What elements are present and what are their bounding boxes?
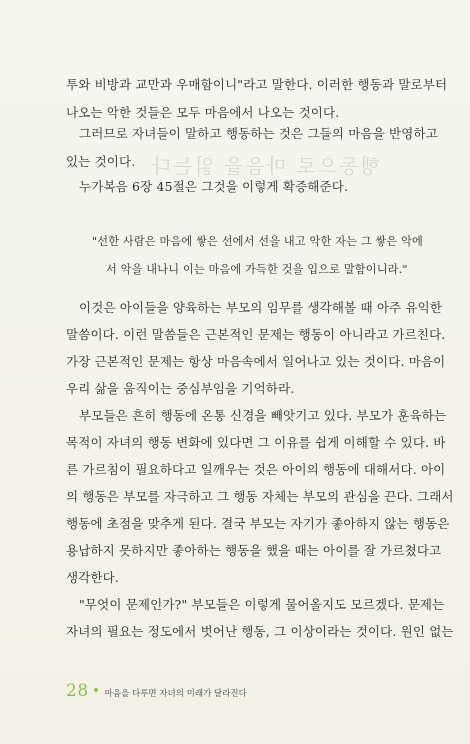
text-line: 의 행동은 부모를 자극하고 그 행동 자체는 부모의 관심을 끈다. 그래서 bbox=[66, 489, 454, 504]
paragraph-2 bbox=[66, 126, 438, 170]
page-footer bbox=[66, 681, 247, 701]
paragraph-6 bbox=[66, 597, 454, 640]
quote-line: 서 악을 내나니 이는 마음에 가득한 것을 입으로 말함이니라." bbox=[106, 263, 408, 276]
text-line: 우리 삶을 움직이는 중심부임을 기억하라. bbox=[66, 381, 295, 396]
bullet-icon bbox=[94, 688, 98, 692]
text-line: 나오는 악한 것들은 모두 마음에서 나오는 것이다. bbox=[66, 105, 340, 120]
text-line: 가장 근본적인 문제는 항상 마음속에서 일어나고 있는 것이다. 마음이 bbox=[66, 354, 446, 369]
text-line: 자녀의 필요는 정도에서 벗어난 행동, 그 이상이라는 것이다. 원인 없는 bbox=[66, 624, 454, 639]
text-line: 누가복음 6장 45절은 그것을 이렇게 확증해준다. bbox=[79, 179, 349, 194]
paragraph-5 bbox=[66, 408, 454, 586]
scripture-quote bbox=[92, 234, 423, 277]
bleed-through-decoration: 행동으로 마음을 읽는다 bbox=[150, 154, 380, 178]
paragraph-3 bbox=[66, 179, 432, 195]
text-line: 른 가르침이 필요하다고 일깨우는 것은 아이의 행동에 대해서다. 아이 bbox=[66, 462, 446, 477]
text-line: 목적이 자녀의 행동 변화에 있다면 그 이유를 쉽게 이해할 수 있다. 바 bbox=[66, 435, 446, 450]
text-line: 그러므로 자녀들이 말하고 행동하는 것은 그들의 마음을 반영하고 bbox=[79, 126, 438, 141]
running-title: 마음을 다루면 자녀의 미래가 달라진다 bbox=[104, 689, 247, 699]
text-line: 생각한다. bbox=[66, 570, 120, 585]
paragraph-1 bbox=[66, 77, 448, 121]
text-line: 있는 것이다. bbox=[66, 154, 136, 169]
page-number: 28 bbox=[66, 681, 89, 701]
text-line: 행동에 초점을 맞추게 된다. 결국 부모는 자기가 좋아하지 않는 행동은 bbox=[66, 516, 450, 531]
text-line: "무엇이 문제인가?" 부모들은 이렇게 물어올지도 모르겠다. 문제는 bbox=[79, 597, 445, 612]
text-line: 투와 비방과 교만과 우매함이니"라고 말한다. 이러한 행동과 말로부터 bbox=[66, 77, 448, 92]
text-line: 부모들은 흔히 행동에 온통 신경을 빼앗기고 있다. 부모가 훈육하는 bbox=[79, 408, 447, 423]
text-line: 이것은 아이들을 양육하는 부모의 임무를 생각해볼 때 아주 유익한 bbox=[79, 300, 443, 315]
paragraph-4 bbox=[66, 300, 446, 397]
text-line: 말씀이다. 이런 말씀들은 근본적인 문제는 행동이 아니라고 가르친다. bbox=[66, 327, 446, 342]
text-line: 용납하지 못하지만 좋아하는 행동을 했을 때는 아이를 잘 가르쳤다고 bbox=[66, 543, 442, 558]
quote-line: "선한 사람은 마음에 쌓은 선에서 선을 내고 악한 자는 그 쌓은 악에 bbox=[92, 235, 423, 248]
